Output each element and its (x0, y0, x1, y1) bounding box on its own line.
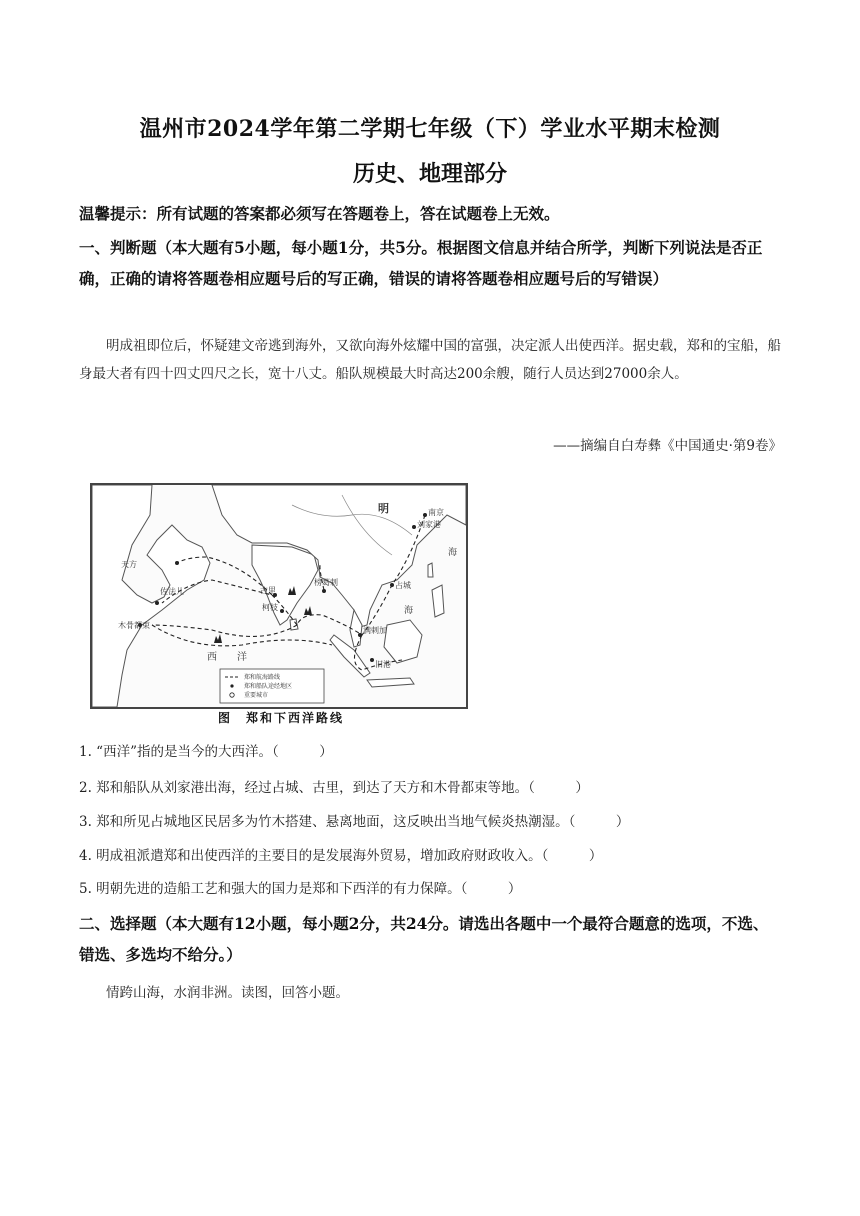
exam-title: 温州市2024学年第二学期七年级（下）学业水平期末检测 (139, 116, 721, 142)
exam-tip: 温馨提示：所有试题的答案都必须写在答题卷上，答在试题卷上无效。 (79, 204, 560, 223)
section2-intro: 情跨山海，水润非洲。读图，回答小题。 (106, 985, 349, 1001)
map-label-ming: 明 (378, 502, 389, 515)
question-3: 3. 郑和所见占城地区民居多为竹木搭建、悬离地面，这反映出当地气候炎热潮湿。（ ） (79, 814, 630, 830)
question-4: 4. 明成祖派遣郑和出使西洋的主要目的是发展海外贸易，增加政府财政收入。（ ） (79, 848, 603, 864)
map-label-liujiagang: 刘家港 (417, 520, 441, 529)
legend-route: 郑和航海路线 (244, 674, 281, 681)
map-legend (220, 669, 324, 703)
map-label-nanjing: 南京 (428, 508, 444, 517)
map-label-bangale: 榜葛剌 (314, 578, 338, 587)
question-1: 1. “西洋”指的是当今的大西洋。（ ） (79, 744, 333, 760)
map-label-xiyang: 西 洋 (207, 652, 247, 663)
map-label-mugudushu: 木骨都束 (118, 621, 150, 630)
map-label-zuofaer: 佐法儿 (160, 587, 184, 596)
map-label-jiuqiang: 旧港 (375, 660, 391, 669)
question-2: 2. 郑和船队从刘家港出海，经过占城、古里，到达了天方和木骨都束等地。（ ） (79, 780, 589, 796)
map-label-guli: 古里 (260, 586, 276, 595)
section1-heading: 一、判断题（本大题有5小题，每小题1分，共5分。根据图文信息并结合所学，判断下列说法是否正确，正确的请将答题卷相应题号后的写正确，错误的请将答题卷相应题号后的写错误） (79, 238, 763, 288)
question-5: 5. 明朝先进的造船工艺和强大的国力是郑和下西洋的有力保障。（ ） (79, 881, 522, 897)
map-label-zhancheng: 占城 (395, 581, 411, 590)
map-label-kezhi: 柯枝 (262, 603, 278, 612)
exam-subtitle: 历史、地理部分 (352, 161, 507, 187)
map-label-manlajia: 满剌加 (363, 626, 387, 635)
map-label-hai-south: 海 (404, 606, 414, 616)
section2-heading: 二、选择题（本大题有12小题，每小题2分，共24分。请选出各题中一个最符合题意的选项，不选、错选、多选均不给分。） (79, 914, 769, 964)
legend-region: 郑和船队途经地区 (244, 683, 293, 690)
section1-passage: 明成祖即位后，怀疑建文帝逃到海外，又欲向海外炫耀中国的富强，决定派人出使西洋。据史载，郑和的宝船，船身最大者有四十四丈四尺之长，宽十八丈。船队规模最大时高达200余艘，随行人员达到27000余人。 (79, 338, 781, 382)
passage-source: ——摘编自白寿彝《中国通史·第9卷》 (553, 438, 782, 454)
legend-city: 重要城市 (244, 692, 269, 699)
map-label-tianfang: 天方 (121, 560, 137, 569)
map-label-hai-east: 海 (448, 548, 458, 558)
zheng-he-route-map (90, 483, 468, 709)
map-caption: 图 郑和下西洋路线 (218, 711, 345, 725)
